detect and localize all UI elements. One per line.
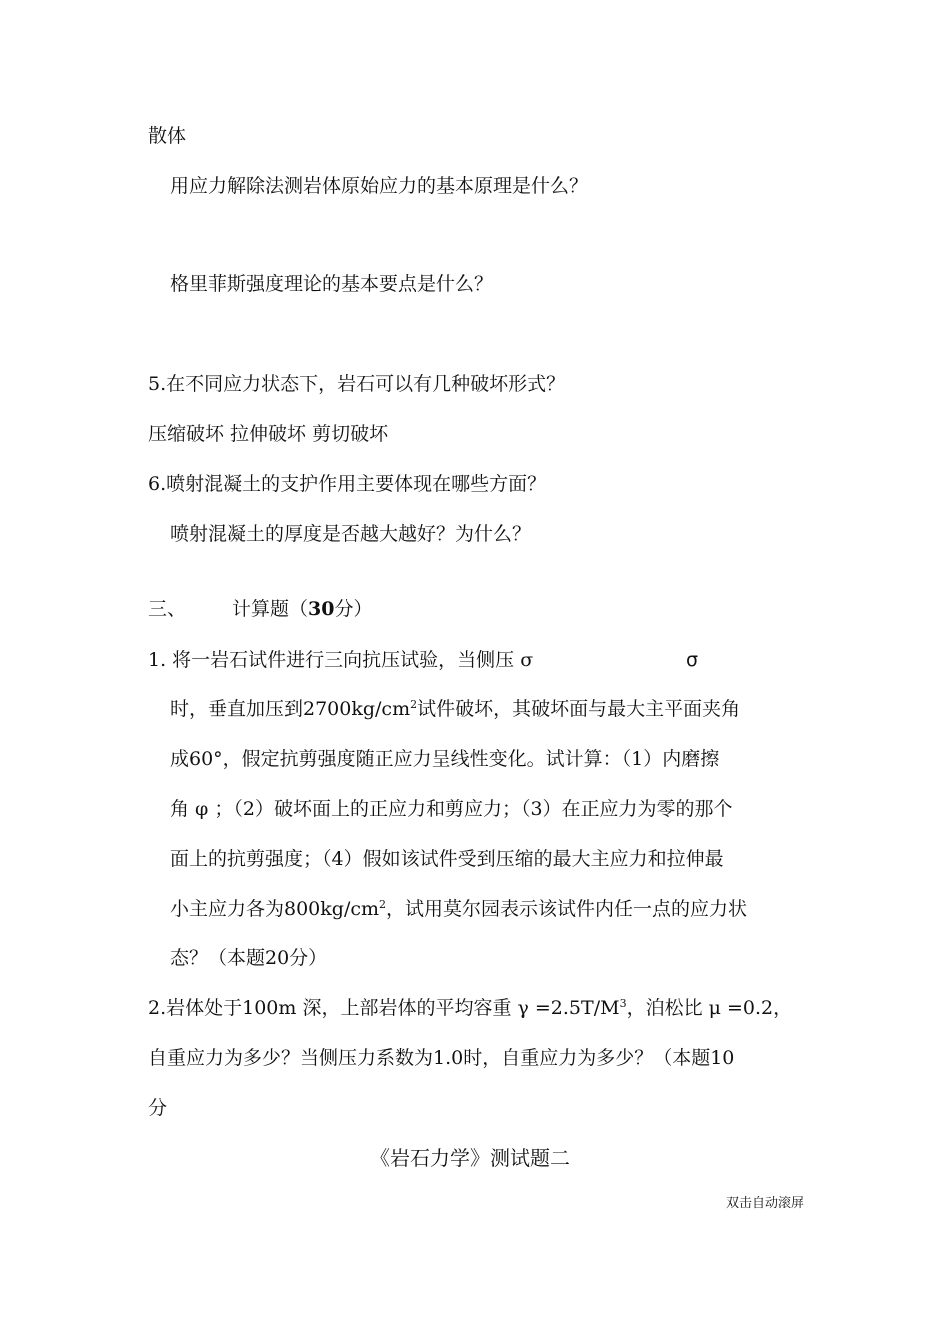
question-5: 5.在不同应力状态下，岩石可以有几种破坏形式？ (148, 373, 566, 395)
answer-line: 压缩破坏 拉伸破坏 剪切破坏 (148, 423, 389, 445)
question-1-line: 1. 将一岩石试件进行三向抗压试验，当侧压 σ (148, 649, 534, 671)
question-line: 用应力解除法测岩体原始应力的基本原理是什么？ (170, 175, 589, 197)
autoscroll-link[interactable]: 双击自动滚屏 (726, 1196, 805, 1211)
question-1-line: 态？（本题20分） (170, 947, 328, 969)
sigma-symbol: σ (686, 649, 699, 671)
question-6: 6.喷射混凝土的支护作用主要体现在哪些方面？ (148, 473, 547, 495)
question-line: 喷射混凝土的厚度是否越大越好？为什么？ (170, 523, 532, 545)
question-2-line: 分 (148, 1097, 168, 1119)
question-2-line: 自重应力为多少？当侧压力系数为1.0时，自重应力为多少？（本题10 (148, 1047, 735, 1069)
question-2-line: 2.岩体处于100m 深，上部岩体的平均容重 $\gamma =2.5T/M^3$，泊松比 μ =0.2， (148, 997, 793, 1019)
question-1-line: 角 φ ；（2）破坏面上的正应力和剪应力；（3）在正应力为零的那个 (170, 798, 733, 820)
section-number: 三、 (148, 598, 187, 620)
section-title: 计算题（30分） (232, 598, 373, 620)
question-1-line: 成60°，假定抗剪强度随正应力呈线性变化。试计算：（1）内磨擦 (170, 748, 720, 770)
question-line: 格里菲斯强度理论的基本要点是什么？ (170, 273, 494, 295)
text-line: 散体 (148, 125, 187, 147)
question-1-line: 小主应力各为$800kg/cm^2$，试用莫尔园表示该试件内任一点的应力状 (170, 898, 748, 920)
question-1-line: 时，垂直加压到$2700kg/cm^2$试件破坏，其破坏面与最大主平面夹角 (170, 698, 741, 720)
test-title: 《岩石力学》测试题二 (370, 1146, 570, 1170)
question-1-line: 面上的抗剪强度；（4）假如该试件受到压缩的最大主应力和拉伸最 (170, 848, 724, 870)
